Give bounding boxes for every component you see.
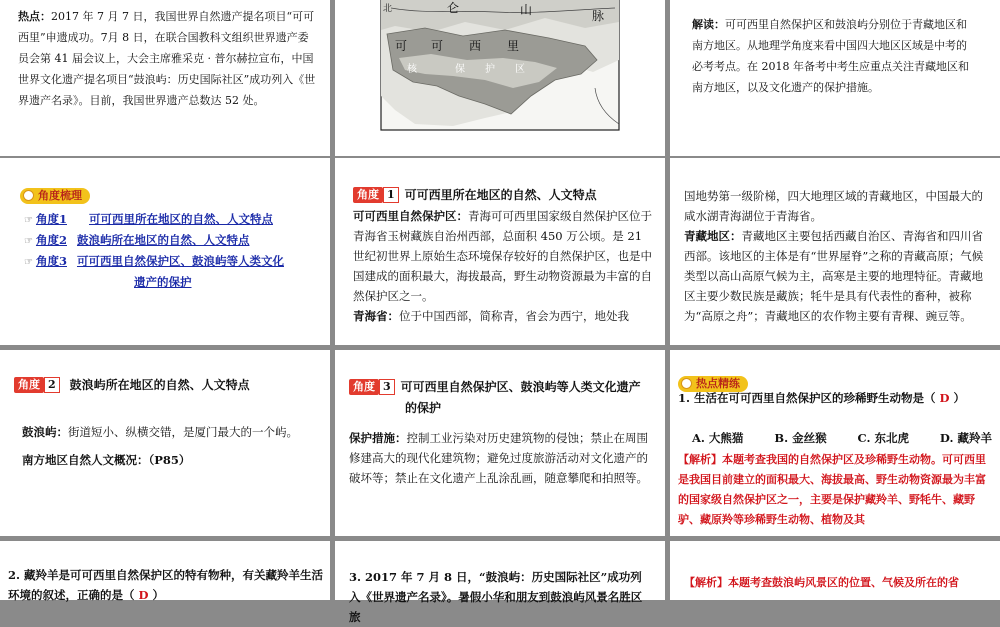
- outline-item-1-tag[interactable]: 角度1: [35, 212, 67, 226]
- angle-outline-list: [24, 208, 324, 292]
- angle-1-title: 可可西里所在地区的自然、人文特点: [404, 188, 597, 202]
- outline-item-1-text[interactable]: 可可西里所在地区的自然、人文特点: [88, 212, 273, 226]
- pointing-hand-icon: ☞: [24, 236, 33, 247]
- angle-2-number: 2: [44, 377, 60, 393]
- slide-question-3: [335, 541, 665, 624]
- outline-item-2[interactable]: [24, 229, 324, 250]
- pointing-hand-icon: ☞: [24, 215, 33, 226]
- map-label-li: 里: [507, 39, 520, 53]
- angle-2-text: 街道短小、纵横交错，是厦门最大的一个屿。: [68, 425, 298, 439]
- kekexili-map: [335, 0, 665, 156]
- option-b[interactable]: B. 金丝猴: [774, 431, 827, 445]
- slide-practice-1: [670, 350, 1000, 536]
- angle-2-title: 鼓浪屿所在地区的自然、人文特点: [69, 378, 250, 392]
- outline-item-3-cont[interactable]: [24, 271, 324, 292]
- question-1-answer: D: [939, 391, 950, 405]
- outline-item-3-text[interactable]: 可可西里自然保护区、鼓浪屿等人类文化: [76, 254, 284, 268]
- question-3-analysis: [684, 573, 990, 593]
- question-1-options: [692, 428, 992, 448]
- map-label-shan: 山: [520, 3, 533, 17]
- practice-label: 热点精练: [696, 377, 740, 390]
- question-1-analysis: [678, 450, 994, 530]
- question-2: [8, 565, 324, 605]
- map-label-hu: 护: [485, 64, 495, 75]
- question-3-text: 3. 2017 年 7 月 8 日，“鼓浪屿：历史国际社区”成功列入《世界遗产名录》。暑假小华和朋友到鼓浪屿风景名胜区旅: [349, 570, 643, 624]
- hotspot-lead: 热点：: [18, 10, 51, 23]
- slide-map: [335, 0, 665, 156]
- angle-1-text: 青海可可西里国家级自然保护区位于青海省玉树藏族自治州西部，总面积 450 万公顷。是 21 世纪初世界上原始生态环境保存较好的自然保护区，也是中国建成的面积最大，海拔最高，野生动物资源最为丰富的自然保护区之一。: [353, 209, 652, 303]
- question-1-text: 1. 生活在可可西里自然保护区的珍稀野生动物是（: [678, 391, 936, 405]
- map-label-ke1: 可: [395, 39, 408, 53]
- slide-question-2: [0, 541, 330, 600]
- angle-1-body: [353, 206, 653, 326]
- hotspot-paragraph: [18, 6, 316, 111]
- angle-outline-label: 角度梳理: [38, 189, 82, 202]
- qinghai-region-body: [684, 186, 990, 326]
- interpretation-lead: 解读：: [692, 18, 725, 31]
- slide-angle-outline: [0, 158, 330, 345]
- map-label-he: 核: [407, 64, 417, 75]
- map-label-kun: 仑: [447, 1, 460, 15]
- outline-item-3-text-cont[interactable]: 遗产的保护: [134, 275, 192, 289]
- slide-analysis-3: [670, 541, 1000, 600]
- angle-2-heading: [14, 374, 250, 393]
- angle-3-lead: 保护措施：: [349, 431, 407, 445]
- map-label-qu: 区: [515, 64, 525, 75]
- outline-item-2-text[interactable]: 鼓浪屿所在地区的自然、人文特点: [76, 233, 250, 247]
- angle-1-number: 1: [383, 187, 399, 203]
- angle-1-tag: 角度: [353, 187, 383, 203]
- angle-1-text2: 位于中国西部，简称青，省会为西宁，地处我: [399, 309, 629, 323]
- slide-interpretation: [670, 0, 1000, 156]
- analysis-label: 【解析】: [678, 453, 722, 466]
- hotspot-text: 2017 年 7 月 7 日，我国世界自然遗产提名项目“可可西里”申遗成功。7月 8 日，在联合国教科文组织世界遗产委员会第 41 届会议上，大会主席雅采克 · 普尔赫拉宣布，中国世界文化遗产提名项目“鼓浪屿：历史国际社区”成功列入《世界遗产名录》。目前，我国世界遗产总数达 52 处。: [18, 10, 316, 107]
- analysis-label: 【解析】: [684, 576, 728, 589]
- interpretation-text: 可可西里自然保护区和鼓浪屿分别位于青藏地区和南方地区。从地理学角度来看中国四大地区区域是中考的必考考点。在 2018 年备考中考生应重点关注青藏地区和南方地区，以及文化遗产的保护措施。: [692, 18, 969, 94]
- angle-2-south-summary: 南方地区自然人文概况：（P85）: [22, 453, 191, 467]
- qinghai-text: 国地势第一级阶梯，四大地理区域的青藏地区，中国最大的咸水湖青海湖位于青海省。: [684, 189, 983, 223]
- option-d[interactable]: D. 藏羚羊: [939, 431, 992, 445]
- question-2-text: 2. 藏羚羊是可可西里自然保护区的特有物种，有关藏羚羊生活环境的叙述，正确的是（: [8, 568, 324, 602]
- slide-hotspot: [0, 0, 330, 156]
- angle-3-body: [349, 428, 651, 488]
- outline-item-3-tag[interactable]: 角度3: [35, 254, 67, 268]
- outline-item-1[interactable]: [24, 208, 324, 229]
- angle-3-number: 3: [379, 379, 395, 395]
- slide-qinghai-region: [670, 158, 1000, 345]
- slide-angle-1: [335, 158, 665, 345]
- angle-3-text: 控制工业污染对历史建筑物的侵蚀；禁止在周围修建高大的现代化建筑物；避免过度旅游活动对文化遗产的破坏等；禁止在文化遗产上乱涂乱画，随意攀爬和拍照等。: [349, 431, 648, 485]
- angle-1-heading: [353, 184, 597, 203]
- slide-angle-2: [0, 350, 330, 536]
- angle-2-lead: 鼓浪屿：: [22, 425, 68, 439]
- angle-1-lead: 可可西里自然保护区：: [353, 209, 468, 223]
- qinghai-region-lead: 青藏地区：: [684, 229, 742, 243]
- interpretation-paragraph: [692, 14, 970, 98]
- option-a[interactable]: A. 大熊猫: [692, 431, 744, 445]
- analysis-text: 本题考查鼓浪屿风景区的位置、气候及所在的省: [728, 576, 959, 589]
- question-1-close: ）: [953, 391, 965, 405]
- analysis-text: 本题考查我国的自然保护区及珍稀野生动物。可可西里是我国目前建立的面积最大、海拔最高、野生动物资源最为丰富的国家级自然保护区之一，主要是保护藏羚羊、野牦牛、藏野驴、藏原羚等珍稀野生动物、植物及其: [678, 453, 986, 526]
- map-label-bei: 北: [383, 4, 393, 14]
- qinghai-region-text: 青藏地区主要包括西藏自治区、青海省和四川省西部。该地区的主体是有“世界屋脊”之称的青藏高原；气候类型以高山高原气候为主，高寒是主要的地理特征。青藏地区主要少数民族是藏族；牦牛是具有代表性的畜种，被称为“高原之舟”；青藏地区的农作物主要有青稞、豌豆等。: [684, 229, 984, 323]
- map-label-bao: 保: [455, 64, 465, 75]
- angle-3-title-cont: 的保护: [405, 401, 442, 415]
- outline-item-2-tag[interactable]: 角度2: [35, 233, 67, 247]
- angle-2-tag: 角度: [14, 377, 44, 393]
- angle-3-title: 可可西里自然保护区、鼓浪屿等人类文化遗产: [400, 380, 641, 394]
- angle-3-heading: [349, 376, 659, 416]
- question-2-close: ）: [152, 588, 164, 602]
- map-label-ke2: 可: [431, 39, 444, 53]
- option-c[interactable]: C. 东北虎: [857, 431, 909, 445]
- map-label-xi: 西: [469, 39, 482, 53]
- angle-1-lead2: 青海省：: [353, 309, 399, 323]
- question-1: [678, 388, 996, 408]
- angle-3-tag: 角度: [349, 379, 379, 395]
- map-label-mai: 脉: [592, 9, 605, 23]
- angle-2-body: [22, 422, 318, 442]
- question-2-answer: D: [138, 588, 149, 602]
- outline-item-3[interactable]: [24, 250, 324, 271]
- slide-angle-3: [335, 350, 665, 536]
- pointing-hand-icon: ☞: [24, 257, 33, 268]
- angle-outline-pill: [20, 184, 90, 204]
- pill-dot-icon: [23, 190, 34, 201]
